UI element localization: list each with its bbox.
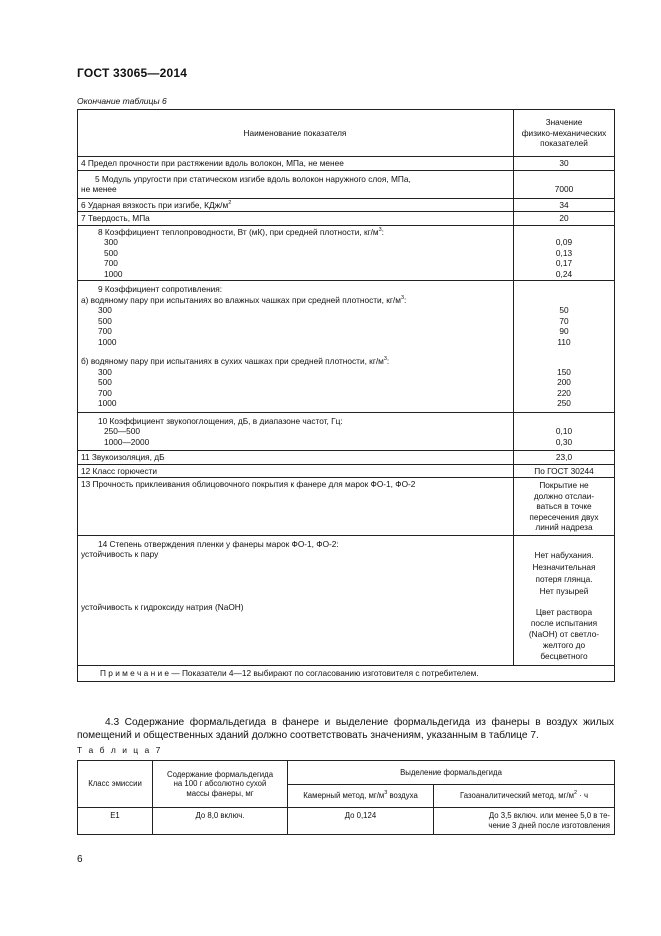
- header-text: Газоаналитический метод, мг/м: [460, 791, 574, 801]
- sub-item: 500: [104, 247, 118, 258]
- value-line: Покрытие не: [539, 480, 589, 490]
- row-name: [78, 198, 514, 212]
- value-line: ваться в точке: [536, 501, 592, 511]
- value-line: бесцветного: [540, 651, 588, 661]
- column-header-emission: Выделение формальдегида: [288, 761, 615, 785]
- page-number: 6: [77, 854, 83, 865]
- column-header-content: [153, 761, 288, 808]
- row-name: [78, 535, 514, 666]
- column-header-class: Класс эмиссии: [78, 761, 153, 808]
- row-name-text: 8 Коэффициент теплопроводности, Вт (мК), при средней плотности, кг/м: [98, 226, 379, 237]
- cell-class: Е1: [78, 808, 153, 835]
- superscript: 2: [228, 199, 232, 206]
- row-value: [514, 281, 615, 413]
- row-name: [78, 412, 514, 451]
- row-name-line: [81, 356, 509, 367]
- table-row: [78, 412, 615, 451]
- row-value: По ГОСТ 30244: [514, 464, 615, 478]
- row-value: 20: [514, 212, 615, 226]
- sub-value: 0,10: [555, 426, 573, 436]
- row-name: [78, 225, 514, 281]
- row-name-line: [81, 295, 509, 306]
- sub-value: 0,17: [555, 258, 573, 268]
- table-row: [78, 808, 615, 835]
- sub-value: 0,24: [555, 268, 573, 279]
- row-name: 13 Прочность приклеивания облицовочного покрытия к фанере для марок ФО-1, ФО-2: [78, 478, 514, 536]
- sub-value: 90: [559, 326, 569, 336]
- sub-item: устойчивость к гидроксиду натрия (NaOH): [81, 601, 244, 612]
- table-7: [77, 760, 615, 835]
- paragraph-4-3: 4.3 Содержание формальдегида в фанере и выделение формальдегида из фанеры в воздух жилых помещений и общественных зданий должно соответствовать значениям, указанным в таблице 7.: [77, 717, 614, 741]
- value-line: должно отслаи-: [533, 490, 595, 501]
- sub-item: 700: [98, 387, 112, 398]
- column-header-name: Наименование показателя: [78, 110, 514, 157]
- row-name-text: 6 Ударная вязкость при изгибе, КДж/м: [81, 199, 229, 210]
- table-row: [78, 478, 615, 536]
- row-name-line: [81, 227, 509, 238]
- row-name-text: б) водяному пару при испытаниях в сухих чашках при средней плотности, кг/м: [81, 356, 384, 366]
- sub-item: 500: [98, 315, 112, 326]
- cell-gas: [434, 808, 615, 835]
- sub-item: 300: [104, 237, 118, 247]
- sub-item: 1000: [98, 336, 117, 347]
- row-name-line: 14 Степень отверждения пленки у фанеры марок ФО-1, ФО-2:: [98, 538, 339, 549]
- row-name-tail: :: [404, 294, 407, 305]
- header-line: Содержание формальдегида: [166, 769, 274, 779]
- sub-value: 0,30: [555, 436, 573, 447]
- table-row: [78, 170, 615, 198]
- row-name-line: 10 Коэффициент звукопоглощения, дБ, в диапазоне частот, Гц:: [98, 415, 343, 426]
- table-7-caption: Т а б л и ц а 7: [77, 745, 163, 755]
- table-7-header-row: [78, 761, 615, 785]
- row-name: [78, 170, 514, 198]
- table-note-row: [78, 666, 615, 682]
- header-line: массы фанеры, мг: [186, 788, 254, 798]
- header-tail: · ч: [577, 791, 589, 801]
- table-row: [78, 464, 615, 478]
- sub-item: устойчивость к пару: [81, 549, 159, 559]
- table-row: [78, 198, 615, 212]
- superscript: 3: [400, 294, 404, 301]
- value-line: потеря глянца.: [535, 574, 593, 584]
- sub-value: 0,09: [555, 237, 573, 247]
- cell-chamber: До 0,124: [288, 808, 434, 835]
- row-name-tail: :: [386, 356, 390, 366]
- sub-value: 250: [557, 398, 571, 408]
- row-name-line: 5 Модуль упругости при статическом изгибе вдоль волокон наружного слоя, МПа,: [95, 173, 411, 184]
- value-line: Нет набухания.: [534, 550, 594, 560]
- row-name-line: не менее: [81, 184, 117, 194]
- header-line: на 100 г абсолютно сухой: [173, 779, 267, 789]
- sub-item: 1000—2000: [104, 436, 150, 447]
- row-value: 34: [514, 198, 615, 212]
- table-6-caption: Окончание таблицы 6: [77, 96, 167, 106]
- document-header: ГОСТ 33065—2014: [77, 66, 188, 80]
- sub-value: 220: [557, 387, 571, 398]
- superscript: 3: [384, 790, 388, 797]
- table-row: [78, 535, 615, 666]
- sub-item: 300: [98, 305, 112, 315]
- value-line: после испытания: [530, 618, 598, 628]
- table-6: [77, 109, 615, 682]
- table-row: [78, 225, 615, 281]
- sub-value: 150: [557, 366, 571, 377]
- header-tail: воздуха: [387, 791, 418, 801]
- row-value: 23,0: [514, 451, 615, 465]
- sub-value: 50: [559, 305, 569, 315]
- sub-item: 1000: [98, 398, 117, 408]
- row-name: 4 Предел прочности при растяжении вдоль волокон, МПа, не менее: [78, 157, 514, 171]
- table-row: [78, 157, 615, 171]
- row-name-line: 9 Коэффициент сопротивления:: [98, 284, 223, 294]
- column-header-gas: [434, 785, 615, 808]
- row-value: [514, 535, 615, 666]
- row-value: 7000: [514, 170, 615, 198]
- superscript: 3: [378, 226, 382, 233]
- table-row: [78, 451, 615, 465]
- header-line: физико-механических: [521, 127, 607, 138]
- value-line: линий надреза: [535, 522, 593, 532]
- row-name: 12 Класс горючести: [78, 464, 514, 478]
- sub-item: 700: [98, 326, 112, 336]
- sub-item: 250—500: [104, 426, 140, 436]
- header-line: Значение: [545, 117, 583, 128]
- row-name: 7 Твердость, МПа: [78, 212, 514, 226]
- row-name: 11 Звукоизоляция, дБ: [78, 451, 514, 465]
- table-row: [78, 281, 615, 413]
- table-6-header-row: [78, 110, 615, 157]
- table-note: П р и м е ч а н и е — Показатели 4—12 выбирают по согласованию изготовителя с потребителем.: [78, 666, 615, 682]
- cell-line: чение 3 дней после изготовления: [488, 820, 611, 830]
- column-header-value: [514, 110, 615, 157]
- value-line: (NaOH) от светло-: [528, 629, 600, 639]
- value-line: пересечения двух: [529, 511, 599, 522]
- row-value: 30: [514, 157, 615, 171]
- sub-item: 300: [98, 366, 112, 377]
- cell-line: До 3,5 включ. или менее 5,0 в те-: [488, 811, 611, 820]
- sub-value: 110: [557, 336, 571, 347]
- sub-value: 200: [557, 377, 571, 387]
- table-row: [78, 212, 615, 226]
- row-value: [514, 478, 615, 536]
- row-value: [514, 225, 615, 281]
- value-line: желтого до: [542, 640, 586, 650]
- column-header-chamber: [288, 785, 434, 808]
- row-name-text: а) водяному пару при испытаниях во влажных чашках при средней плотности, кг/м: [81, 294, 401, 305]
- superscript: 2: [573, 790, 578, 797]
- header-text: Камерный метод, мг/м: [303, 791, 385, 801]
- row-value: [514, 412, 615, 451]
- value-line: Цвет раствора: [535, 607, 593, 617]
- value-line: Незначительная: [532, 562, 596, 572]
- superscript: 3: [383, 356, 387, 362]
- row-name-tail: :: [381, 226, 384, 237]
- cell-content: До 8,0 включ.: [153, 808, 288, 835]
- row-name: [78, 281, 514, 413]
- value-line: Нет пузырей: [539, 586, 589, 596]
- sub-value: 70: [559, 315, 569, 326]
- sub-item: 700: [104, 258, 118, 268]
- sub-item: 1000: [104, 268, 123, 279]
- sub-item: 500: [98, 377, 112, 387]
- sub-value: 0,13: [555, 247, 573, 258]
- header-line: показателей: [540, 138, 588, 149]
